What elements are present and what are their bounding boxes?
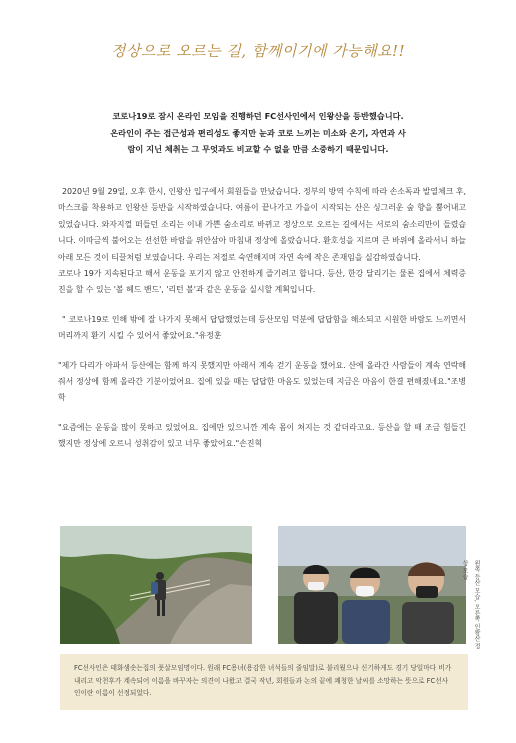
intro-line: 온라인이 주는 접근성과 편리성도 좋지만 눈과 코로 느끼는 미소와 온기, 자연과 사: [110, 127, 406, 138]
page-title: 정상으로 오르는 길, 함께이기에 가능해요!!: [110, 42, 406, 60]
photo-caption: 왼쪽 등산 모습, 오른쪽 인왕산 정상 모습: [461, 560, 480, 650]
quote: "제가 다리가 아파서 등산에는 함께 하지 못했지만 아래서 계속 걷기 운동을 했어요. 산에 올라간 사람들이 계속 연락해줘서 정상에 함께 올라간 기분이었어요. 집에 있을 때는 답답한 마음도 있었는데 지금은 마음이 한결 편해졌네요."조병학: [58, 360, 466, 403]
intro-line: 코로나19로 잠시 온라인 모임을 진행하던 FC선사인에서 인왕산을 등반했습니다.: [112, 111, 404, 121]
summit-selfie-illustration: [278, 526, 466, 644]
paragraph: 코로나 19가 지속된다고 해서 운동을 포기지 않고 안전하게 즐기려고 합니다. 등산, 한강 달리기는 물론 집에서 체력증진을 할 수 있는 '볼 헤드 밴드', '리턴 볼'과 같은 운동을 실시할 계획입니다.: [58, 269, 466, 295]
intro-section: [60, 108, 456, 158]
hiking-photo: [60, 526, 252, 644]
quote: " 코로나19로 인해 밖에 잘 나가지 못해서 답답했었는데 등산모임 덕분에 답답함을 해소되고 시원한 바람도 느끼면서 머리까지 환기 시킬 수 있어서 좋았어요."유정훈: [58, 314, 466, 341]
summit-selfie-photo: [278, 526, 466, 644]
article-body: [58, 184, 466, 453]
paragraph: 2020년 9월 29일, 오후 한시, 인왕산 입구에서 회원들을 만났습니다. 정부의 방역 수칙에 따라 손소독과 발열체크 후, 마스크를 착용하고 인왕산 등반을 시작하였습니다. 여름이 끝나가고 가을이 시작되는 산은 싱그러운 숲 향을 뿜어내고 있었습니다. 와자지껄 떠들던 소리는 이내 가쁜 숨소리로 바뀌고 정상으로 오르는 길에서는 서로의 숨소리만이 들렸습니다. 이따금씩 불어오는 선선한 바람을 위안삼아 마침내 정상에 올랐습니다. 환호성을 지르며 큰 바위에 올라서니 하늘 아래 모든 것이 티끌처럼 보였습니다. 우리는 저절로 숙연해지며 자연 속에 작은 존재임을 실감하였습니다.: [58, 187, 466, 262]
quote: "요즘에는 운동을 많이 못하고 있었어요. 집에만 있으니깐 계속 몸이 쳐지는 것 같더라고요. 등산을 할 때 조금 힘들긴 했지만 정상에 오르니 성취감이 있고 너무 좋았어요."손진혁: [58, 422, 466, 449]
intro-line: 람이 지닌 체취는 그 무엇과도 비교할 수 없을 만큼 소중하기 때문입니다.: [127, 144, 389, 154]
footnote-box: [60, 654, 468, 710]
footnote-text: FC선사인은 태화샘솟는집의 풋살모임명이다. 원래 FC용녀(용감한 녀석들의 줄임말)로 불리웠으나 신기하게도 경기 당일마다 비가 내리고 악천후가 계속되어 이름을 바꾸자는 의견이 나왔고 결국 작년, 회원들과 논의 끝에 쾌청한 날씨를 소망하는 뜻으로 FC선사인이란 이름이 선정되었다.: [74, 664, 452, 697]
hiking-photo-illustration: [60, 526, 252, 644]
